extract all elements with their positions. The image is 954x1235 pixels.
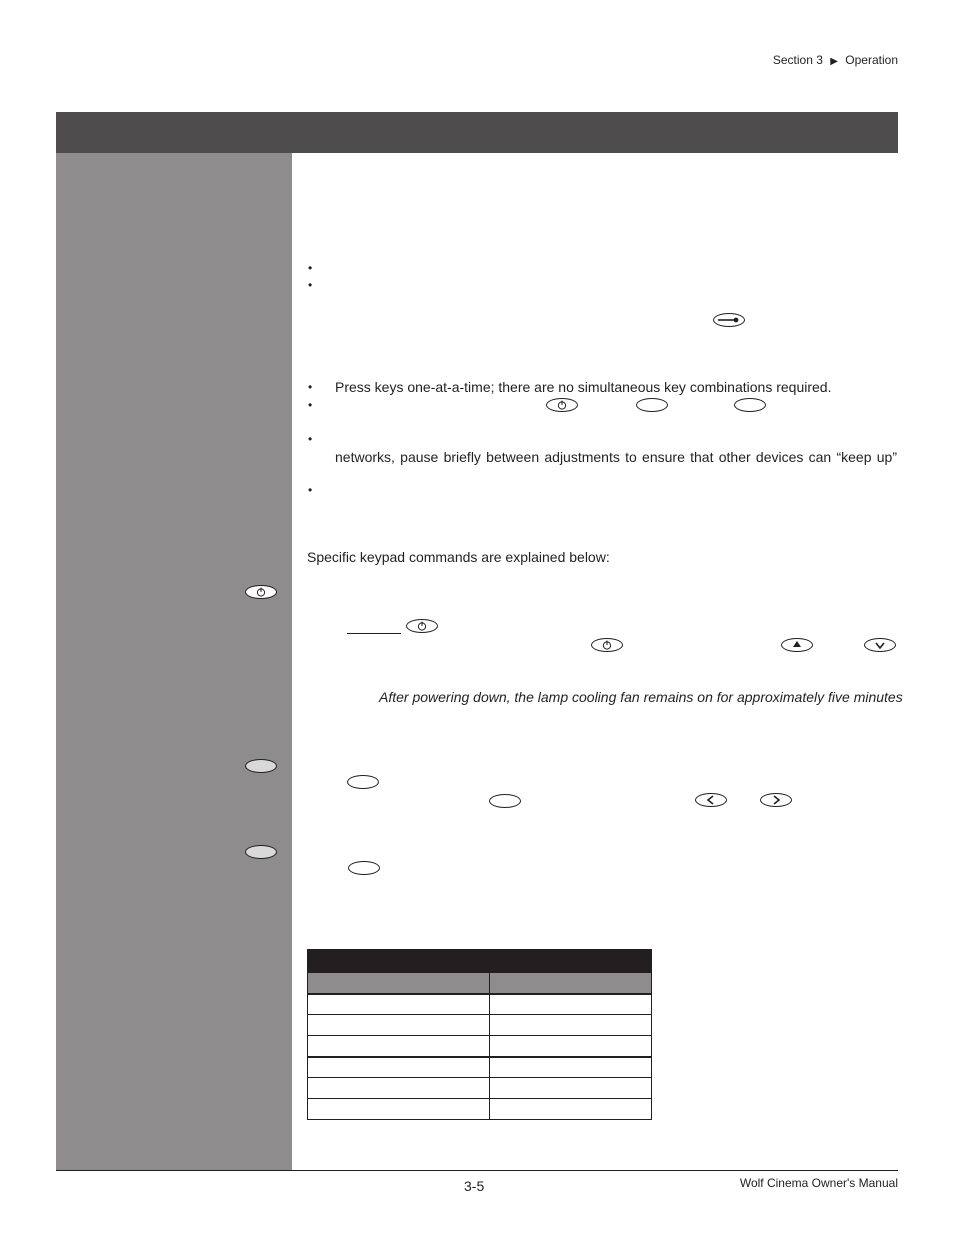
- bullet-marker: •: [308, 398, 313, 412]
- enter-key-icon: [713, 313, 745, 327]
- blank-key-icon: [347, 775, 379, 789]
- blank-key-icon: [245, 759, 277, 773]
- bullet-text: Press keys one-at-a-time; there are no simultaneous key combinations required.: [335, 379, 832, 395]
- bullet-marker: •: [308, 432, 313, 446]
- blank-key-icon: [636, 398, 668, 412]
- table-cell: [308, 994, 490, 1015]
- table-row: [308, 994, 652, 1015]
- down-arrow-key-icon: [864, 638, 896, 652]
- table-cell: [490, 1036, 652, 1057]
- power-key-icon: [546, 398, 578, 412]
- section-label: Section 3: [772, 53, 823, 67]
- bullet-text: networks, pause briefly between adjustments to ensure that other devices can “keep up”: [335, 449, 897, 465]
- table-title: [308, 950, 652, 973]
- table-cell: [308, 1015, 490, 1036]
- table-header-row: [308, 973, 652, 994]
- breadcrumb-arrow-icon: ▶: [830, 56, 838, 67]
- intro-text: Specific keypad commands are explained below:: [307, 549, 610, 565]
- underline-rule: [347, 633, 401, 634]
- table-cell: [490, 994, 652, 1015]
- table-row: [308, 1057, 652, 1078]
- table-row: [308, 1078, 652, 1099]
- power-key-icon: [406, 619, 438, 633]
- bullet-marker: •: [308, 380, 313, 394]
- sidebar-panel: [56, 153, 292, 1170]
- reference-table: [307, 949, 652, 1120]
- table-title-row: [308, 950, 652, 973]
- power-key-icon: [245, 585, 277, 599]
- table-cell: [308, 1099, 490, 1120]
- table-cell: [308, 1078, 490, 1099]
- right-arrow-key-icon: [760, 793, 792, 807]
- table-cell: [490, 1057, 652, 1078]
- bullet-marker: •: [308, 261, 313, 275]
- table-cell: [490, 1099, 652, 1120]
- bullet-marker: •: [308, 483, 313, 497]
- blank-key-icon: [245, 845, 277, 859]
- power-key-icon: [591, 638, 623, 652]
- left-arrow-key-icon: [695, 793, 727, 807]
- running-header: [773, 53, 898, 67]
- up-arrow-key-icon: [781, 638, 813, 652]
- page-number: 3-5: [464, 1178, 485, 1194]
- blank-key-icon: [734, 398, 766, 412]
- table-row: [308, 1015, 652, 1036]
- chapter-label: Operation: [845, 53, 898, 67]
- table-row: [308, 1099, 652, 1120]
- table-cell: [308, 1036, 490, 1057]
- title-bar: [56, 112, 898, 153]
- table-cell: [490, 1078, 652, 1099]
- table-header-cell: [308, 973, 490, 994]
- table-header-cell: [490, 973, 652, 994]
- table-cell: [490, 1015, 652, 1036]
- footer-rule: [56, 1170, 898, 1171]
- table-cell: [308, 1057, 490, 1078]
- blank-key-icon: [348, 861, 380, 875]
- note-text: After powering down, the lamp cooling fan remains on for approximately five minutes: [379, 689, 903, 705]
- manual-title: Wolf Cinema Owner's Manual: [739, 1176, 898, 1190]
- blank-key-icon: [489, 794, 521, 808]
- bullet-marker: •: [308, 278, 313, 292]
- table-row: [308, 1036, 652, 1057]
